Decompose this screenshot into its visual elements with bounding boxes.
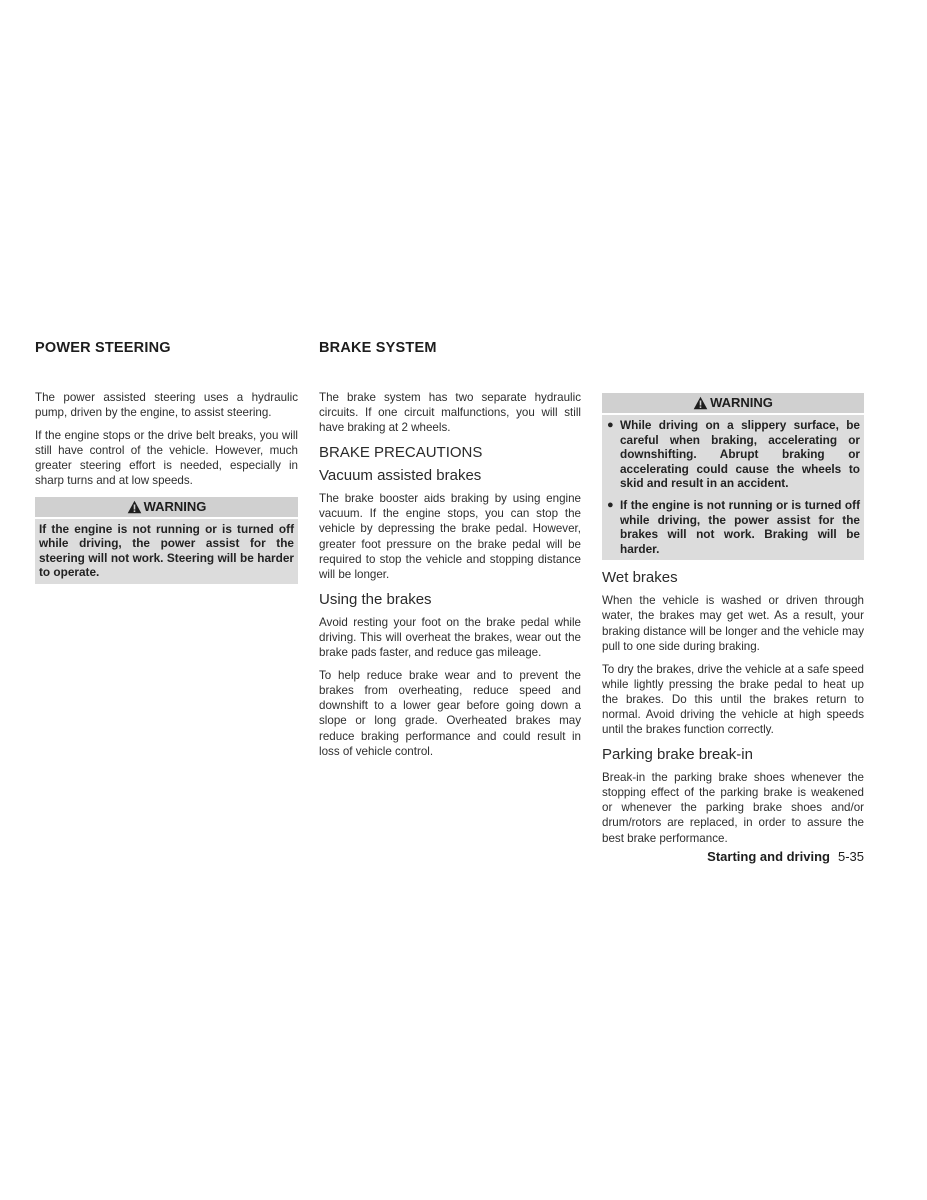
- warning-triangle-icon: [693, 396, 708, 410]
- brake-system-title: BRAKE SYSTEM: [319, 340, 437, 356]
- warning-label: WARNING: [710, 395, 773, 410]
- power-steering-title: POWER STEERING: [35, 340, 171, 356]
- bullet-icon: ●: [607, 419, 614, 431]
- power-steering-paragraph-2: If the engine stops or the drive belt breaks, you will still have control of the vehicle. However, much greater steering effort is needed, especially in sharp turns and at low speeds.: [35, 429, 298, 488]
- brake-system-column: [319, 390, 581, 767]
- vacuum-brakes-paragraph: The brake booster aids braking by using engine vacuum. If the engine stops, you can stop the vehicle by depressing the brake pedal. However, greater foot pressure on the brake pedal will be required to stop the vehicle and stopping distance will be longer.: [319, 492, 581, 581]
- brakes-continued-column: [602, 393, 864, 854]
- warning-list-item: [606, 418, 860, 491]
- page-footer: [602, 849, 864, 864]
- brake-precautions-heading: BRAKE PRECAUTIONS: [319, 444, 483, 462]
- power-steering-paragraph-1: The power assisted steering uses a hydraulic pump, driven by the engine, to assist steering.: [35, 391, 298, 420]
- using-brakes-paragraph-2: To help reduce brake wear and to prevent the brakes from overheating, reduce speed and downshift to a lower gear before going down a slope or long grade. Overheated brakes may reduce braking performance and could result in loss of vehicle control.: [319, 669, 581, 758]
- warning-item-text: If the engine is not running or is turned off while driving, the power assist for the brakes will not work. Braking will be harder.: [620, 497, 860, 556]
- warning-text: If the engine is not running or is turned off while driving, the power assist for the steering will not work. Steering will be harder to operate.: [39, 521, 294, 580]
- brakes-warning-box: [602, 393, 864, 560]
- warning-list: [602, 415, 864, 560]
- brake-system-paragraph: The brake system has two separate hydraulic circuits. If one circuit malfunctions, you will still have braking at 2 wheels.: [319, 391, 581, 435]
- wet-brakes-paragraph-1: When the vehicle is washed or driven through water, the brakes may get wet. As a result, your braking distance will be longer and the vehicle may pull to one side during braking.: [602, 594, 864, 653]
- warning-item-text: While driving on a slippery surface, be careful when braking, accelerating or downshifting. Abrupt braking or accelerating could cause the wheels to skid and result in an accident.: [620, 418, 860, 491]
- wet-brakes-heading: Wet brakes: [602, 569, 678, 587]
- using-brakes-paragraph-1: Avoid resting your foot on the brake pedal while driving. This will overheat the brakes, wear out the brake pads faster, and reduce gas mileage.: [319, 615, 581, 660]
- warning-header: [35, 497, 298, 519]
- bullet-icon: ●: [607, 498, 614, 511]
- power-steering-warning-box: [35, 497, 298, 584]
- vacuum-brakes-heading: Vacuum assisted brakes: [319, 467, 482, 485]
- wet-brakes-paragraph-2: To dry the brakes, drive the vehicle at a safe speed while lightly pressing the brake pedal to heat up the brakes. Do this until the brakes return to normal. Avoid driving the vehicle at high speeds until the brakes function correctly.: [602, 662, 864, 737]
- power-steering-column: [35, 390, 298, 584]
- warning-triangle-icon: [127, 500, 142, 514]
- parking-brake-paragraph: Break-in the parking brake shoes whenever the stopping effect of the parking brake is weakened or whenever the parking brake shoes and/or drum/rotors are replaced, in order to assure the best brake performance.: [602, 771, 864, 845]
- parking-brake-heading: Parking brake break-in: [602, 746, 753, 764]
- using-brakes-heading: Using the brakes: [319, 590, 432, 608]
- warning-header: [602, 393, 864, 415]
- warning-label: WARNING: [143, 498, 207, 514]
- page-number: 5-35: [837, 849, 864, 864]
- footer-section-name: Starting and driving: [707, 849, 830, 864]
- warning-list-item: [606, 498, 860, 556]
